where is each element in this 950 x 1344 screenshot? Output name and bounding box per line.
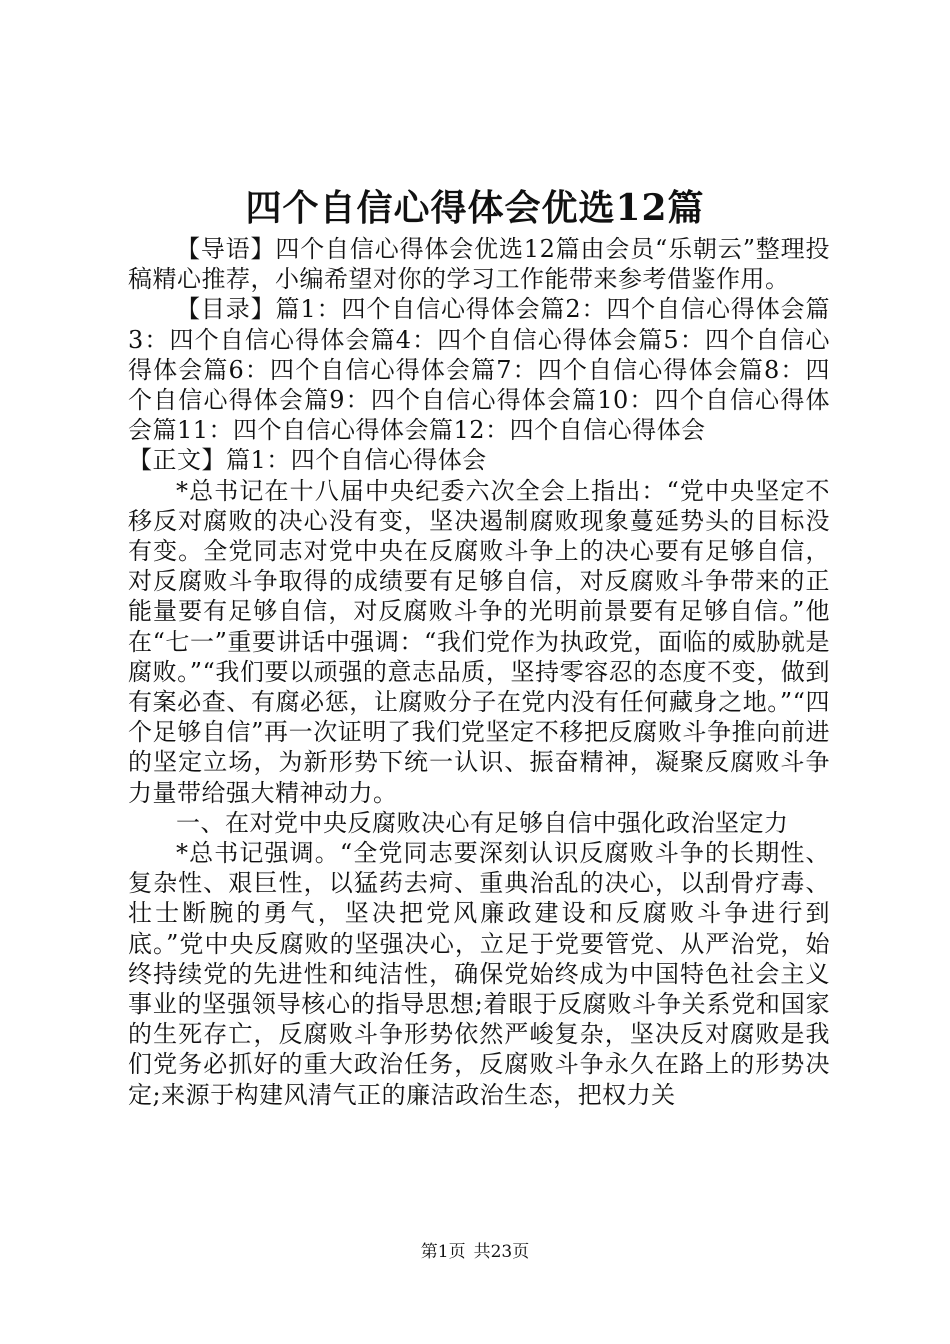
document-title: 四个自信心得体会优选12篇 [245, 187, 705, 229]
page-number: 第1页 [420, 1242, 466, 1262]
body-paragraph: *总书记在十八届中央纪委六次全会上指出：“党中央坚定不移反对腐败的决心没有变，坚决遏制腐败现象蔓延势头的目标没有变。全党同志对党中央在反腐败斗争上的决心要有足够自信，对反腐败斗争取得的成绩要有足够自信，对反腐败斗争带来的正能量要有足够自信，对反腐败斗争的光明前景要有足够自信。”他在“七一”重要讲话中强调：“我们党作为执政党，面临的威胁就是腐败。”“我们要以顽强的意志品质，坚持零容忍的态度不变，做到有案必查、有腐必惩，让腐败分子在党内没有任何藏身之地。”“四个足够自信”再一次证明了我们党坚定不移把反腐败斗争推向前进的坚定立场，为新形势下统一认识、振奋精神，凝聚反腐败斗争力量带给强大精神动力。 [128, 476, 830, 807]
page-total: 共23页 [473, 1242, 530, 1262]
toc-paragraph: 【目录】篇1：四个自信心得体会篇2：四个自信心得体会篇3：四个自信心得体会篇4：四个自信心得体会篇5：四个自信心得体会篇6：四个自信心得体会篇7：四个自信心得体会篇8：四个自信心得体会篇9：四个自信心得体会篇10：四个自信心得体会篇11：四个自信心得体会篇12：四个自信心得体会 [128, 295, 830, 445]
page-footer [0, 1240, 950, 1264]
body-paragraph: *总书记强调。“全党同志要深刻认识反腐败斗争的长期性、复杂性、艰巨性，以猛药去疴、重典治乱的决心，以刮骨疗毒、壮士断腕的勇气，坚决把党风廉政建设和反腐败斗争进行到底。”党中央反腐败的坚强决心，立足于党要管党、从严治党，始终持续党的先进性和纯洁性，确保党始终成为中国特色社会主义事业的坚强领导核心的指导思想;着眼于反腐败斗争关系党和国家的生死存亡，反腐败斗争形势依然严峻复杂，坚决反对腐败是我们党务必抓好的重大政治任务，反腐败斗争永久在路上的形势决定;来源于构建风清气正的廉洁政治生态，把权力关 [128, 839, 830, 1109]
section-heading: 一、在对党中央反腐败决心有足够自信中强化政治坚定力 [176, 808, 789, 837]
intro-paragraph: 【导语】四个自信心得体会优选12篇由会员“乐朝云”整理投稿精心推荐，小编希望对你的学习工作能带来参考借鉴作用。 [128, 235, 830, 294]
main-text-heading: 【正文】篇1：四个自信心得体会 [128, 446, 487, 475]
document-body [128, 234, 830, 1110]
